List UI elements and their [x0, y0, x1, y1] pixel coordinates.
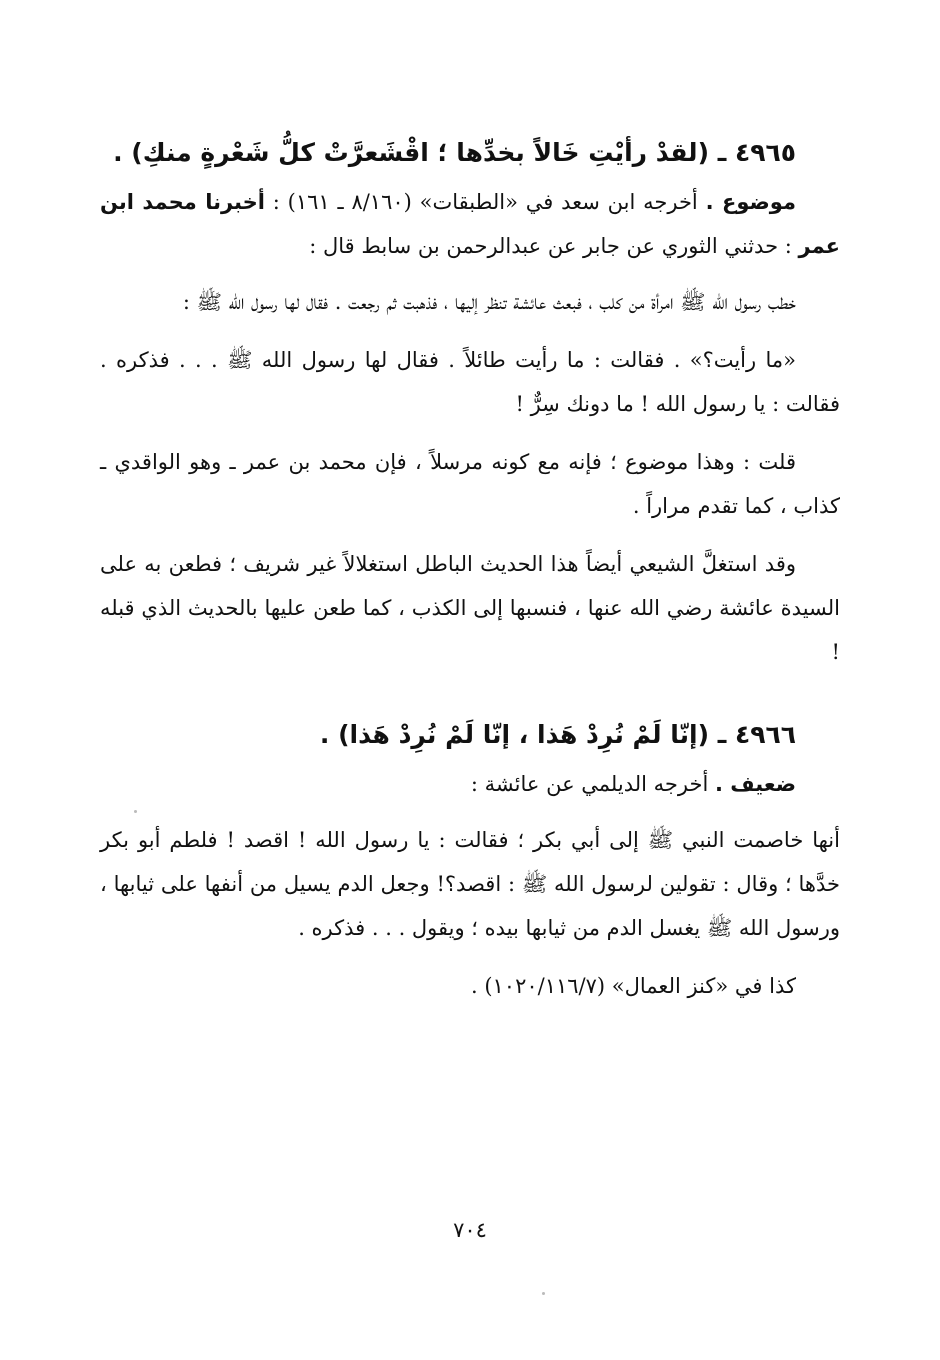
commentary-paragraph: قلت : وهذا موضوع ؛ فإنه مع كونه مرسلاً ، فإن محمد بن عمر ـ وهو الواقدي ـ كذاب ، كما تقدم مراراً .: [100, 450, 840, 518]
takhrij-paragraph: [100, 180, 840, 268]
hadith-heading: ٤٩٦٦ ـ (إنّا لَمْ نُرِدْ هَذا ، إنّا لَمْ نُرِدْ هَذا) .: [319, 720, 796, 749]
page-number: ٧٠٤: [453, 1218, 487, 1242]
source-rest: : حدثني الثوري عن جابر عن عبدالرحمن بن سابط قال :: [309, 234, 799, 258]
hadith-heading: ٤٩٦٥ ـ (لقدْ رأيْتِ خَالاً بخدِّها ؛ اقْشَعرَّتْ كلُّ شَعْرةٍ منكِ) .: [113, 138, 796, 167]
scan-speck: [134, 810, 137, 813]
body-paragraph: خطب رسول الله ﷺ امرأة من كلب ، فبعث عائشة تنظر إليها ، فذهبت ثم رجعت . فقال لها رسول الله ﷺ :: [182, 290, 796, 314]
narrator-chain: أخبرنا محمد ابن عمر: [100, 190, 840, 258]
source-intro: أخرجه ابن سعد في «الطبقات» (٨/١٦٠ ـ ١٦١) :: [264, 190, 706, 214]
body-paragraph: «ما رأيت؟» . فقالت : ما رأيت طائلاً . فقال لها رسول الله ﷺ . . . فذكره . فقالت : يا رسول الله ! ما دونك سِرٌّ !: [100, 348, 840, 416]
takhrij-paragraph: [100, 762, 840, 806]
citation-paragraph: كذا في «كنز العمال» (١٠٢٠/١١٦/٧) .: [470, 974, 796, 998]
commentary-paragraph: وقد استغلَّ الشيعي أيضاً هذا الحديث الباطل استغلالاً غير شريف ؛ فطعن به على السيدة عائشة رضي الله عنها ، فنسبها إلى الكذب ، كما طعن عليها بالحديث الذي قبله !: [100, 552, 840, 664]
scan-speck: [542, 1292, 545, 1295]
grade-label: موضوع .: [705, 190, 796, 214]
source-intro: أخرجه الديلمي عن عائشة :: [470, 772, 715, 796]
body-paragraph: أنها خاصمت النبي ﷺ إلى أبي بكر ؛ فقالت : يا رسول الله ! اقصد ! فلطم أبو بكر خدَّها ؛ وقال : تقولين لرسول الله ﷺ : اقصد؟! وجعل الدم يسيل من أنفها على ثيابها ، ورسول الله ﷺ يغسل الدم من ثيابها بيده ؛ ويقول . . . فذكره .: [100, 828, 840, 940]
text-column: [100, 128, 840, 1008]
grade-label: ضعيف .: [714, 772, 796, 796]
